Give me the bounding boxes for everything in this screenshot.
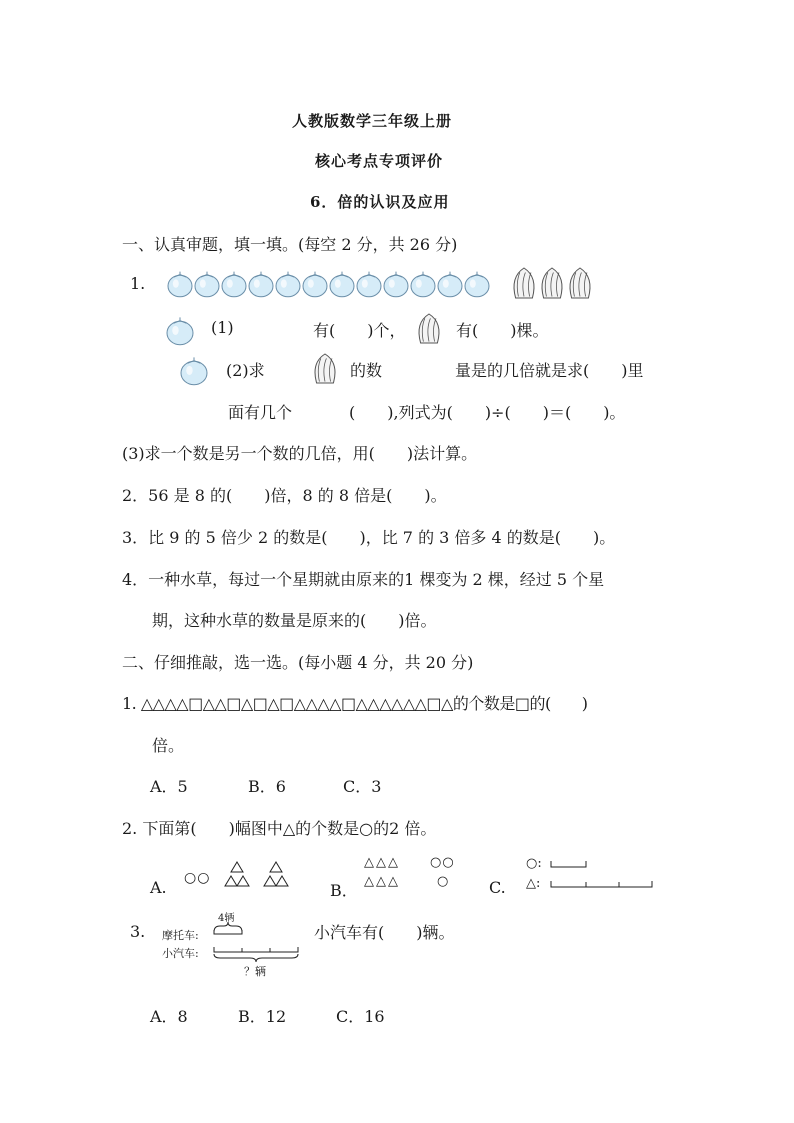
s2-q1-option-b[interactable]: B．6	[248, 777, 286, 796]
s2-q2-option-b[interactable]: B．	[330, 881, 358, 900]
s2-q2-option-c[interactable]: C.	[489, 878, 506, 897]
diagram-row1-label: 摩托车:	[162, 929, 199, 942]
triangles-row-2: △△△	[364, 874, 400, 889]
unit-title: 6．倍的认识及应用	[310, 193, 450, 211]
s2-q2-option-a[interactable]: A.	[150, 878, 167, 897]
page-subtitle: 核心考点专项评价	[315, 152, 444, 170]
s2-q1-option-a[interactable]: A．5	[150, 777, 188, 796]
q1-part1-tomato-count: 有( )个，	[313, 321, 406, 340]
s2-q1-option-c[interactable]: C．3	[343, 777, 382, 796]
cabbage-icon	[414, 312, 444, 344]
q1-part2-text-d: ( ),列式为( )÷( )＝( )。	[349, 403, 626, 422]
triangles-icon	[222, 860, 292, 890]
q1-part1-cabbage-count: 有( )棵。	[456, 321, 549, 340]
q1-part1-label: (1)	[211, 318, 234, 337]
s2-question-3-number: 3.	[130, 922, 146, 941]
circles-icon: ○○	[184, 870, 211, 886]
triangles-row-1: △△△	[364, 855, 400, 870]
circles-row-1: ○○	[430, 855, 455, 870]
q1-part3: (3)求一个数是另一个数的几倍，用( )法计算。	[122, 444, 478, 463]
segment-bars-icon	[548, 855, 658, 895]
tomato-icon	[164, 315, 196, 347]
s2-question-3-text: 小汽车有( )辆。	[314, 923, 455, 942]
question-4-line1: 4．一种水草，每过一个星期就由原来的1 棵变为 2 棵，经过 5 个星	[122, 570, 605, 589]
s2-question-1-line2: 倍。	[152, 736, 185, 755]
diagram-top-label: 4辆	[218, 913, 235, 924]
q1-part2-text-a: 的数	[350, 361, 383, 380]
q1-part2-label: (2)求	[226, 361, 265, 380]
s2-q3-option-a[interactable]: A．8	[150, 1007, 188, 1026]
page-title: 人教版数学三年级上册	[292, 112, 453, 130]
tomato-row-icon	[166, 268, 496, 302]
triangle-label: △:	[526, 876, 541, 891]
section-one-heading: 一、认真审题，填一填。(每空 2 分，共 26 分)	[122, 235, 458, 254]
cabbage-icon	[310, 352, 340, 384]
cabbage-group-icon	[508, 264, 598, 300]
question-number: 1.	[130, 274, 146, 293]
diagram-row2-label: 小汽车:	[162, 947, 199, 960]
s2-question-1-line1: 1. △△△△□△△□△□△□△△△△□△△△△△△□△的个数是□的( )	[122, 694, 588, 713]
circles-row-2: ○	[437, 874, 449, 889]
circle-label: ○:	[526, 856, 542, 871]
q1-part2-text-b: 量是的几倍就是求( )里	[455, 361, 644, 380]
tomato-icon	[178, 355, 210, 387]
s2-q3-option-b[interactable]: B．12	[238, 1007, 287, 1026]
question-4-line2: 期，这种水草的数量是原来的( )倍。	[152, 611, 437, 630]
s2-question-2: 2. 下面第( )幅图中△的个数是○的2 倍。	[122, 819, 437, 838]
s2-q3-option-c[interactable]: C．16	[336, 1007, 385, 1026]
question-2: 2．56 是 8 的( )倍，8 的 8 倍是( )。	[122, 486, 447, 505]
question-3: 3．比 9 的 5 倍少 2 的数是( )，比 7 的 3 倍多 4 的数是( )。	[122, 528, 616, 547]
section-two-heading: 二、仔细推敲，选一选。(每小题 4 分，共 20 分)	[122, 653, 474, 672]
diagram-bottom-label: ？辆	[244, 965, 266, 978]
q1-part2-text-c: 面有几个	[228, 403, 293, 422]
